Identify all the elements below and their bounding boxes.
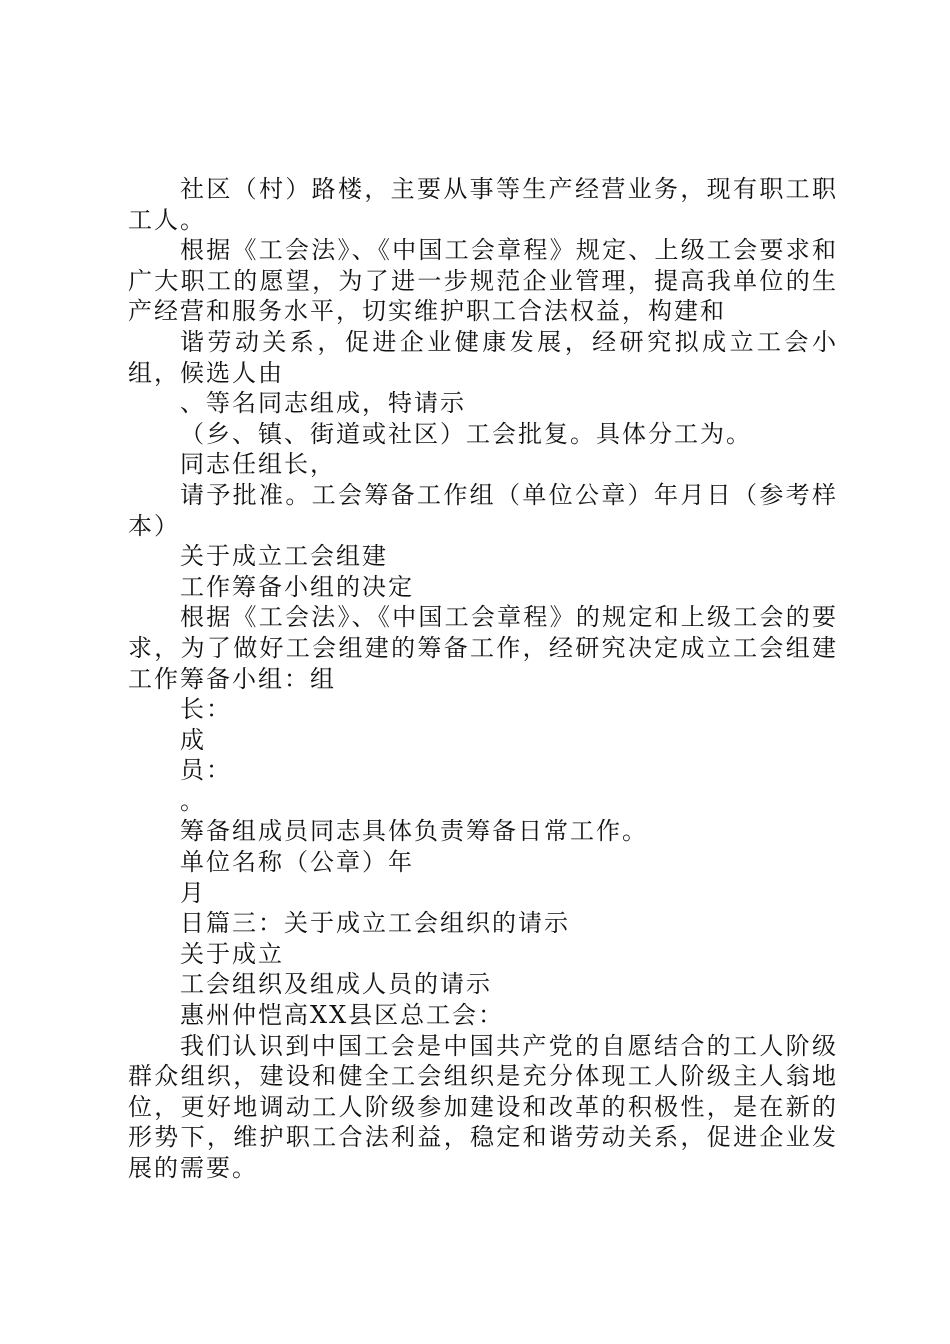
paragraph: 长：	[180, 695, 232, 724]
paragraph: 单位名称（公章）年	[180, 848, 414, 877]
paragraph: 、等名同志组成，特请示	[180, 389, 466, 418]
paragraph: 请予批准。工会筹备工作组（单位公章）年月日（参考样本）	[128, 480, 838, 540]
section-title: 关于成立	[180, 939, 284, 968]
paragraph: 根据《工会法》、《中国工会章程》规定、上级工会要求和广大职工的愿望，为了进一步规范企业管理，提高我单位的生产经营和服务水平，切实维护职工合法权益，构建和	[128, 236, 838, 326]
addressee: 惠州仲恺高XX县区总工会：	[180, 1001, 505, 1030]
paragraph: 员：	[180, 756, 232, 785]
paragraph: （乡、镇、街道或社区）工会批复。具体分工为。	[180, 419, 752, 448]
section-title: 关于成立工会组建	[180, 542, 388, 571]
paragraph: 根据《工会法》、《中国工会章程》的规定和上级工会的要求，为了做好工会组建的筹备工作，经研究决定成立工会组建工作筹备小组：组	[128, 603, 838, 693]
paragraph: 我们认识到中国工会是中国共产党的自愿结合的工人阶级群众组织，建设和健全工会组织是充分体现工人阶级主人翁地位，更好地调动工人阶级参加建设和改革的积极性，是在新的形势下，维护职工合法利益，稳定和谐劳动关系，促进企业发展的需要。	[128, 1031, 838, 1182]
paragraph: 日篇三：关于成立工会组织的请示	[180, 909, 570, 938]
paragraph: 月	[180, 878, 206, 907]
paragraph: 。	[180, 786, 206, 815]
section-title: 工会组织及组成人员的请示	[180, 970, 492, 999]
paragraph: 社区（村）路楼，主要从事等生产经营业务，现有职工职工人。	[128, 175, 838, 234]
paragraph: 筹备组成员同志具体负责筹备日常工作。	[180, 817, 648, 846]
paragraph: 同志任组长，	[180, 450, 336, 479]
paragraph: 成	[180, 725, 206, 754]
paragraph: 谐劳动关系，促进企业健康发展，经研究拟成立工会小组，候选人由	[128, 327, 838, 387]
section-title: 工作筹备小组的决定	[180, 572, 414, 601]
document-body	[128, 174, 838, 1184]
